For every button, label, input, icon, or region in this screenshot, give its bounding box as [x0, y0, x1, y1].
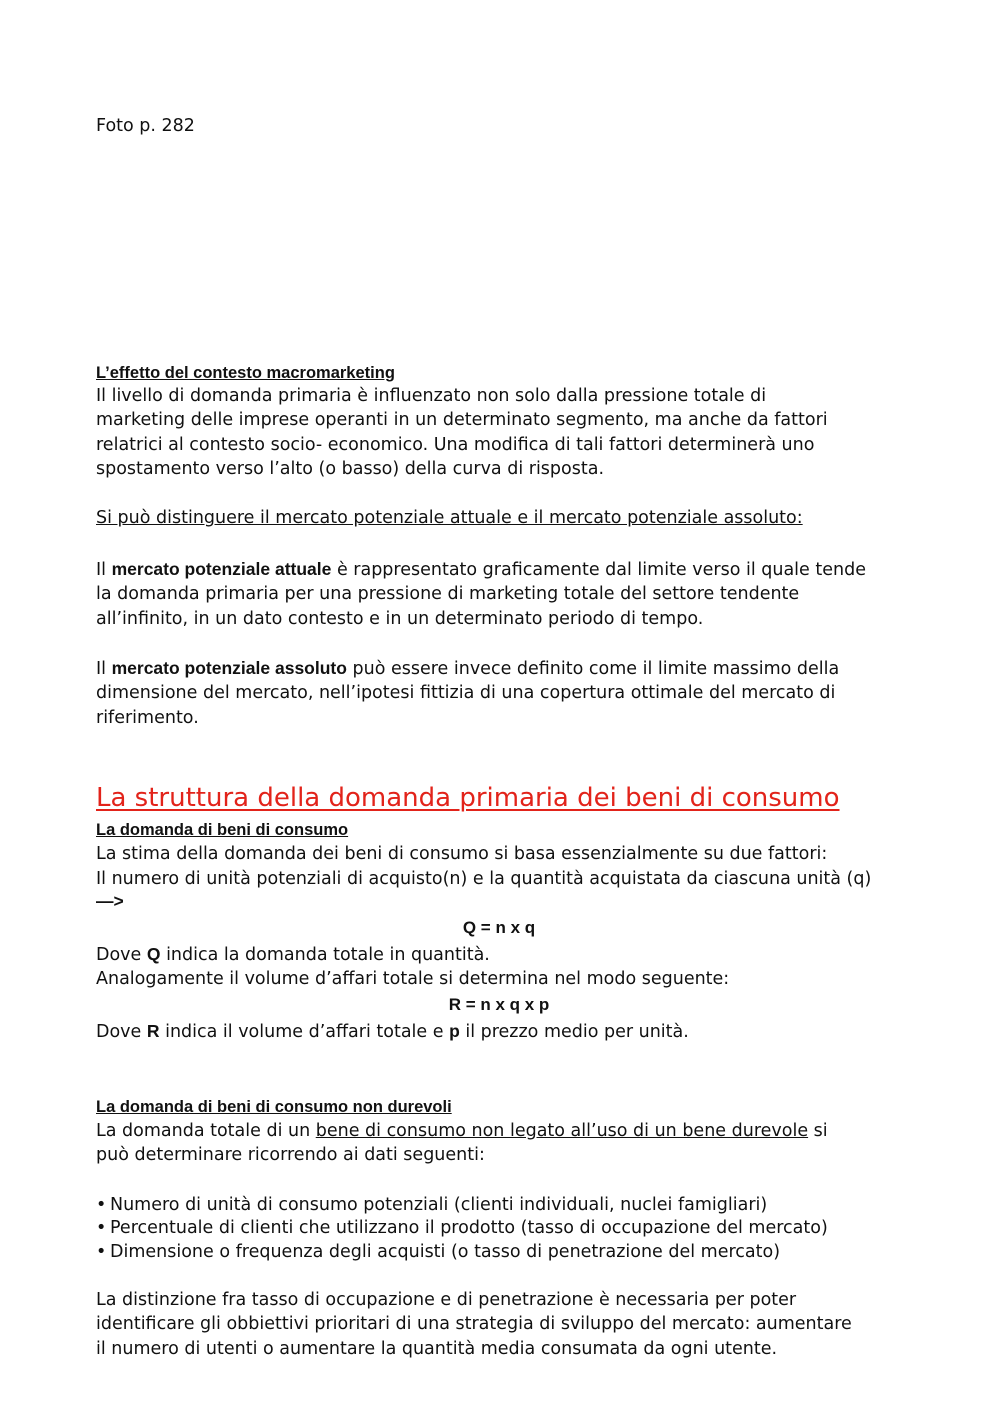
- symbol-q: Q: [146, 944, 161, 964]
- paragraph-line: marketing delle imprese operanti in un determinato segmento, ma anche da fattori: [96, 410, 828, 430]
- list-item-text: Dimensione o frequenza degli acquisti (o tasso di penetrazione del mercato): [110, 1242, 781, 1262]
- text-run: può essere invece definito come il limite massimo della: [346, 659, 840, 679]
- symbol-p: p: [449, 1021, 460, 1041]
- text-run: Il: [96, 560, 112, 580]
- paragraph-line: riferimento.: [96, 708, 199, 728]
- text-run: La domanda totale di un: [96, 1121, 316, 1141]
- list-item: [96, 1240, 780, 1265]
- paragraph-line: può determinare ricorrendo ai dati seguenti:: [96, 1145, 485, 1165]
- text-run: indica il volume d’affari totale e: [159, 1022, 450, 1042]
- list-item-text: Numero di unità di consumo potenziali (clienti individuali, nuclei famigliari): [110, 1195, 768, 1215]
- formula-q: Q = n x q: [462, 918, 536, 937]
- section-title-struttura-domanda: La struttura della domanda primaria dei beni di consumo: [96, 783, 840, 813]
- text-run: Dove: [96, 945, 147, 965]
- section-heading-macromarketing: L’effetto del contesto macromarketing: [96, 364, 395, 382]
- bullet-icon: •: [96, 1218, 107, 1238]
- paragraph-line: la domanda primaria per una pressione di marketing totale del settore tendente: [96, 584, 800, 604]
- text-run: il prezzo medio per unità.: [459, 1022, 689, 1042]
- distinction-statement: Si può distinguere il mercato potenziale attuale e il mercato potenziale assoluto:: [96, 508, 803, 528]
- paragraph-line: il numero di utenti o aumentare la quantità media consumata da ogni utente.: [96, 1339, 778, 1359]
- bullet-icon: •: [96, 1195, 107, 1215]
- formula-r: R = n x q x p: [448, 995, 550, 1014]
- list-item-text: Percentuale di clienti che utilizzano il prodotto (tasso di occupazione del mercato): [110, 1218, 828, 1238]
- paragraph-line: spostamento verso l’alto (o basso) della curva di risposta.: [96, 459, 605, 479]
- symbol-r: R: [146, 1021, 160, 1041]
- paragraph-line: Il numero di unità potenziali di acquisto(n) e la quantità acquistata da ciascuna unità (q): [96, 869, 872, 889]
- paragraph-line: [96, 656, 839, 682]
- text-run: indica la domanda totale in quantità.: [160, 945, 490, 965]
- text-run: Il: [96, 659, 112, 679]
- paragraph-line: Il livello di domanda primaria è influenzato non solo dalla pressione totale di: [96, 386, 767, 406]
- text-run: è rappresentato graficamente dal limite verso il quale tende: [331, 560, 866, 580]
- paragraph-line: La stima della domanda dei beni di consumo si basa essenzialmente su due fattori:: [96, 844, 828, 864]
- underlined-phrase: bene di consumo non legato all’uso di un bene durevole: [315, 1121, 809, 1141]
- paragraph-line: relatrici al contesto socio- economico. Una modifica di tali fattori determinerà uno: [96, 435, 815, 455]
- term-mercato-potenziale-assoluto: mercato potenziale assoluto: [111, 658, 347, 678]
- paragraph-line: Analogamente il volume d’affari totale si determina nel modo seguente:: [96, 969, 730, 989]
- text-run: si: [808, 1121, 828, 1141]
- subheading-beni-non-durevoli: La domanda di beni di consumo non durevoli: [96, 1098, 452, 1116]
- term-mercato-potenziale-attuale: mercato potenziale attuale: [111, 559, 332, 579]
- bullet-icon: •: [96, 1242, 107, 1262]
- paragraph-line: La distinzione fra tasso di occupazione e di penetrazione è necessaria per poter: [96, 1290, 797, 1310]
- arrow-symbol: —>: [96, 891, 124, 911]
- list-item: [96, 1193, 767, 1218]
- paragraph-line: all’infinito, in un dato contesto e in un determinato periodo di tempo.: [96, 609, 704, 629]
- paragraph-line: [96, 942, 490, 968]
- paragraph-line: identificare gli obbiettivi prioritari di una strategia di sviluppo del mercato: aumentare: [96, 1314, 852, 1334]
- paragraph-line: [96, 1119, 828, 1144]
- subheading-domanda-beni-consumo: La domanda di beni di consumo: [96, 821, 349, 839]
- paragraph-line: [96, 557, 866, 583]
- list-item: [96, 1216, 828, 1241]
- paragraph-line: dimensione del mercato, nell’ipotesi fittizia di una copertura ottimale del mercato di: [96, 683, 836, 703]
- photo-reference: Foto p. 282: [96, 116, 195, 136]
- paragraph-line: [96, 1019, 689, 1045]
- text-run: Dove: [96, 1022, 147, 1042]
